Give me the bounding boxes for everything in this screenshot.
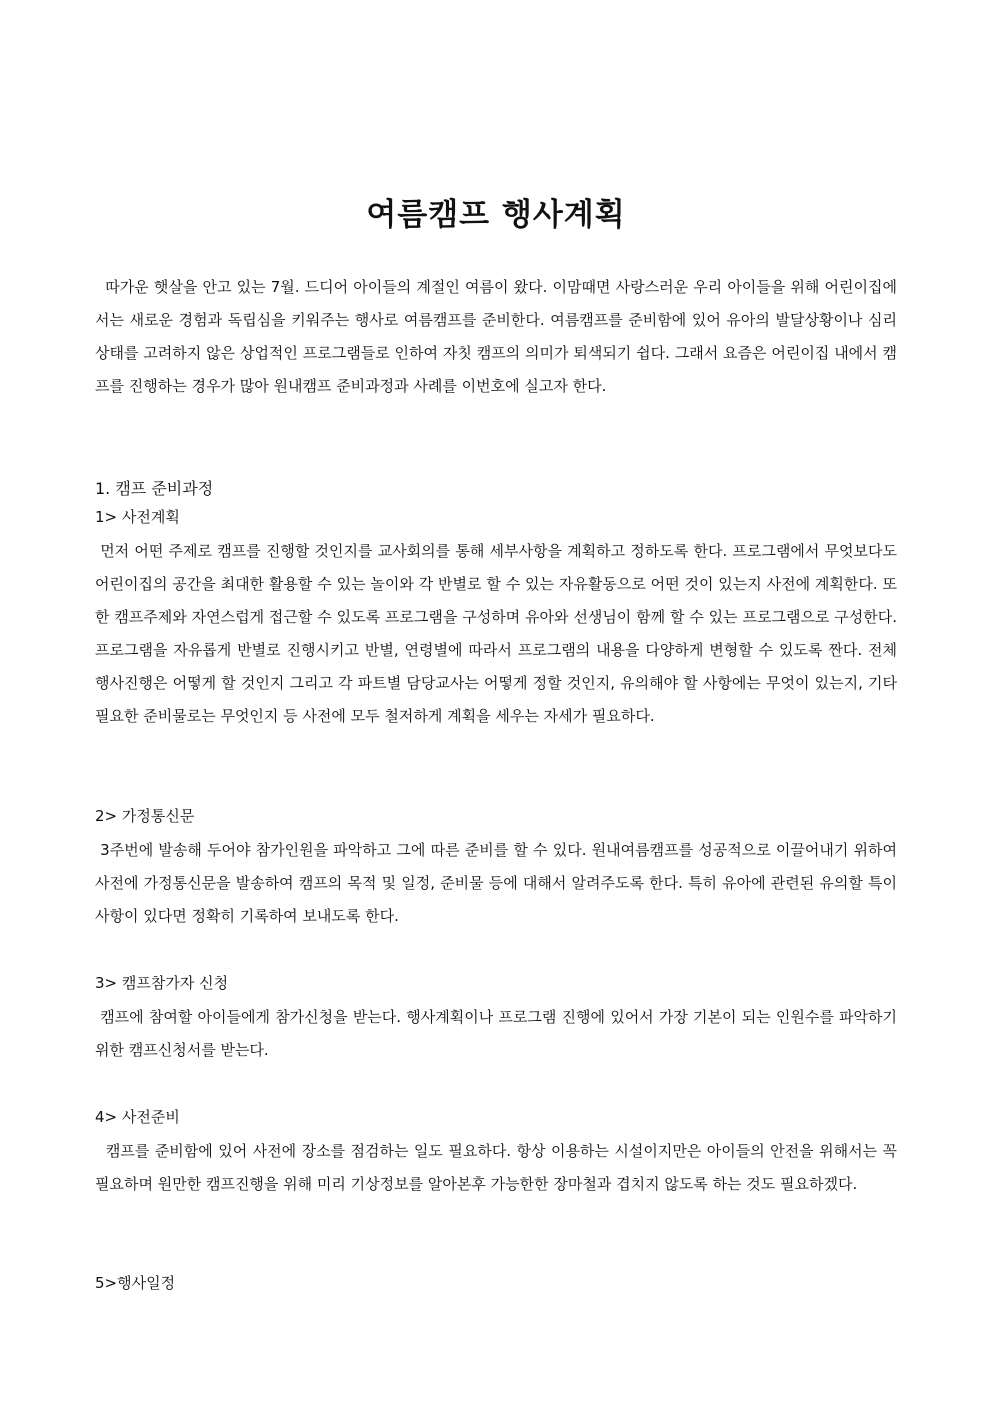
paragraph-advance-plan: 먼저 어떤 주제로 캠프를 진행할 것인지를 교사회의를 통해 세부사항을 계획하고 정하도록 한다. 프로그램에서 무엇보다도 어린이집의 공간을 최대한 활용할 수 있는 놀이와 각 반별로 할 수 있는 자유활동으로 어떤 것이 있는지 사전에 계획한다. 또한 캠프주제와 자연스럽게 접근할 수 있도록 프로그램을 구성하며 유아와 선생님이 함께 할 수 있는 프로그램으로 구성한다. 프로그램을 자유롭게 반별로 진행시키고 반별, 연령별에 따라서 프로그램의 내용을 다양하게 변형할 수 있도록 짠다. 전체 행사진행은 어떻게 할 것인지 그리고 각 파트별 담당교사는 어떻게 정할 것인지, 유의해야 할 사항에는 무엇이 있는지, 기타 필요한 준비물로는 무엇인지 등 사전에 모두 철저하게 계획을 세우는 자세가 필요하다. [95,542,897,725]
subheading-advance-plan: 1> 사전계획 [95,508,180,526]
intro-paragraph: 따가운 햇살을 안고 있는 7월. 드디어 아이들의 계절인 여름이 왔다. 이맘때면 사랑스러운 우리 아이들을 위해 어린이집에서는 새로운 경험과 독립심을 키워주는 행사로 여름캠프를 준비한다. 여름캠프를 준비함에 있어 유아의 발달상황이나 심리상태를 고려하지 않은 상업적인 프로그램들로 인하여 자칫 캠프의 의미가 퇴색되기 쉽다. 그래서 요즘은 어린이집 내에서 캠프를 진행하는 경우가 많아 원내캠프 준비과정과 사례를 이번호에 실고자 한다. [95,278,897,395]
paragraph-advance-prep: 캠프를 준비함에 있어 사전에 장소를 점검하는 일도 필요하다. 항상 이용하는 시설이지만은 아이들의 안전을 위해서는 꼭 필요하며 원만한 캠프진행을 위해 미리 기상정보를 알아본후 가능한한 장마철과 겹치지 않도록 하는 것도 필요하겠다. [95,1142,897,1193]
paragraph-home-notice: 3주번에 발송해 두어야 참가인원을 파악하고 그에 따른 준비를 할 수 있다. 원내여름캠프를 성공적으로 이끌어내기 위하여 사전에 가정통신문을 발송하여 캠프의 목적 및 일정, 준비물 등에 대해서 알려주도록 한다. 특히 유아에 관련된 유의할 특이사항이 있다면 정확히 기록하여 보내도록 한다. [95,841,897,925]
subheading-advance-prep: 4> 사전준비 [95,1108,180,1126]
paragraph-participant-signup: 캠프에 참여할 아이들에게 참가신청을 받는다. 행사계획이나 프로그램 진행에 있어서 가장 기본이 되는 인원수를 파악하기 위한 캠프신청서를 받는다. [95,1008,897,1059]
section-heading-prep-process: 1. 캠프 준비과정 [95,479,214,498]
subheading-event-schedule: 5>행사일정 [95,1274,176,1292]
subheading-home-notice: 2> 가정통신문 [95,807,195,825]
document-title: 여름캠프 행사계획 [366,196,626,233]
subheading-participant-signup: 3> 캠프참가자 신청 [95,974,229,992]
